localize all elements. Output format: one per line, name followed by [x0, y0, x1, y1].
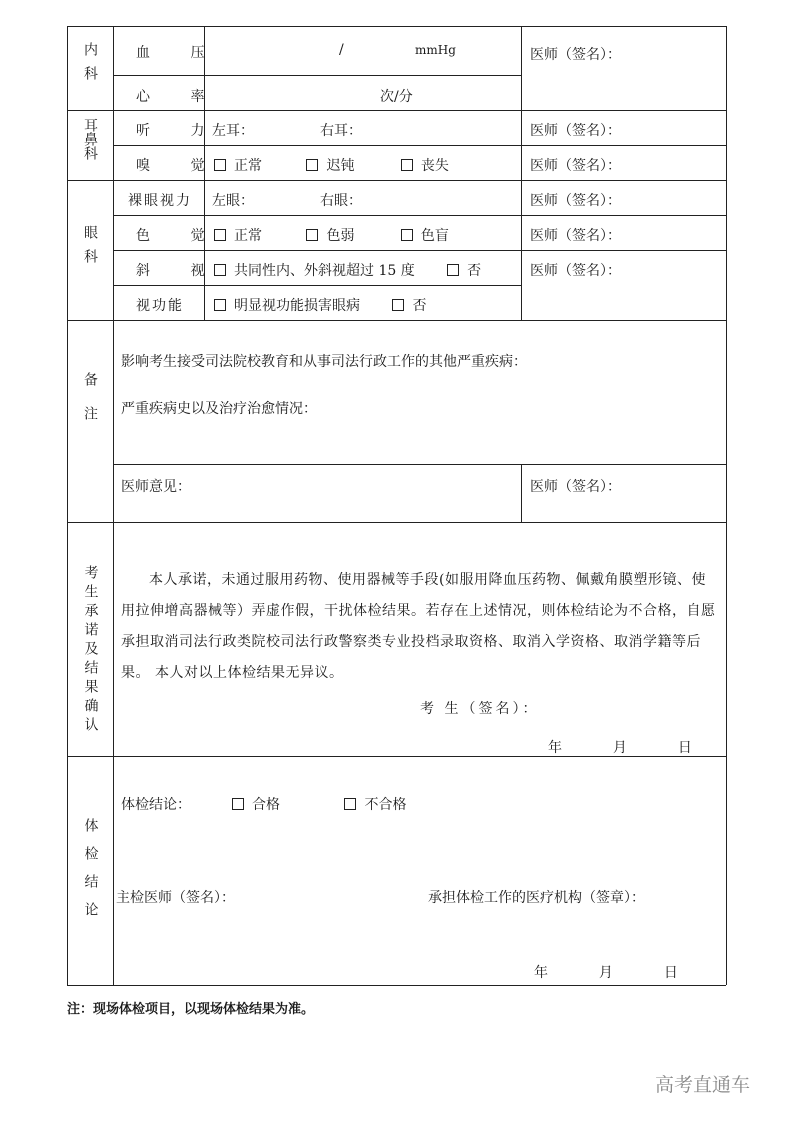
table-line — [113, 75, 521, 76]
pass-option[interactable] — [232, 794, 280, 814]
doctor-sign-hearing[interactable]: 医师（签名）： — [530, 123, 621, 139]
hearing-label: 听 力 — [136, 123, 223, 139]
table-line — [67, 522, 726, 523]
checkbox-icon[interactable] — [214, 264, 226, 276]
left-eye[interactable]: 左眼： — [212, 193, 254, 209]
footnote: 注：现场体检项目，以现场体检结果为准。 — [67, 1002, 315, 1017]
conclusion-options — [232, 794, 438, 814]
remarks-other-diseases[interactable]: 影响考生接受司法院校教育和从事司法行政工作的其他严重疾病： — [121, 354, 527, 370]
section-yanke — [67, 225, 113, 273]
section-label: 内科 — [82, 42, 98, 90]
smell-label: 嗅 觉 — [136, 158, 223, 174]
checkbox-icon[interactable] — [214, 159, 226, 171]
checkbox-icon[interactable] — [214, 299, 226, 311]
right-ear[interactable]: 右耳： — [320, 123, 362, 139]
checkbox-icon[interactable] — [401, 229, 413, 241]
option-label: 丧失 — [420, 158, 449, 174]
option-label: 色盲 — [420, 228, 449, 244]
checkbox-icon[interactable] — [344, 798, 356, 810]
squint-label: 斜 视 — [136, 263, 223, 279]
checkbox-icon[interactable] — [392, 299, 404, 311]
section-conclusion — [67, 818, 113, 930]
section-erbike — [67, 118, 113, 160]
section-label: 体检结论 — [82, 818, 99, 930]
section-label: 眼科 — [82, 225, 98, 273]
function-options — [214, 295, 458, 315]
table-border-right — [726, 26, 727, 985]
color-normal-option[interactable] — [214, 225, 262, 245]
table-border-bottom — [67, 985, 726, 986]
hr-unit[interactable]: 次/分 — [380, 89, 413, 105]
smell-dull-option[interactable] — [306, 155, 354, 175]
doctor-sign-squint[interactable]: 医师（签名）： — [530, 263, 621, 279]
vision-label: 裸眼视力 — [128, 193, 192, 209]
section-neike — [67, 42, 113, 90]
bp-unit[interactable]: mmHg — [415, 43, 456, 57]
squint-yes-option[interactable] — [214, 260, 415, 280]
table-line — [113, 26, 114, 985]
section-label: 备注 — [82, 372, 98, 440]
color-options — [214, 225, 481, 245]
table-border-top — [67, 26, 726, 27]
fail-option[interactable] — [344, 794, 406, 814]
table-line — [67, 110, 726, 111]
checkbox-icon[interactable] — [401, 159, 413, 171]
table-line — [521, 464, 522, 522]
option-label: 色弱 — [326, 228, 355, 244]
checkbox-icon[interactable] — [214, 229, 226, 241]
doctor-sign-neike[interactable]: 医师（签名）： — [530, 47, 621, 63]
option-label: 否 — [412, 298, 427, 314]
table-line — [67, 320, 726, 321]
function-yes-option[interactable] — [214, 295, 360, 315]
table-line — [113, 285, 521, 286]
option-label: 正常 — [234, 228, 262, 244]
candidate-sign[interactable]: 考 生（签名）： — [420, 701, 540, 717]
checkbox-icon[interactable] — [447, 264, 459, 276]
doctor-opinion[interactable]: 医师意见： — [121, 479, 191, 495]
function-label: 视功能 — [136, 298, 184, 314]
doctor-sign-vision[interactable]: 医师（签名）： — [530, 193, 621, 209]
right-eye[interactable]: 右眼： — [320, 193, 362, 209]
table-line — [67, 180, 726, 181]
option-label: 迟钝 — [326, 158, 355, 174]
section-beizhu — [67, 372, 113, 440]
doctor-sign-remarks[interactable]: 医师（签名）： — [530, 479, 621, 495]
option-label: 不合格 — [364, 797, 407, 813]
commitment-date[interactable] — [548, 737, 692, 757]
bp-slash: / — [339, 42, 344, 58]
section-label: 考生承诺及结果确认 — [82, 565, 99, 736]
squint-no-option[interactable] — [447, 260, 481, 280]
conclusion-date[interactable] — [534, 962, 678, 982]
checkbox-icon[interactable] — [232, 798, 244, 810]
doctor-sign-smell[interactable]: 医师（签名）： — [530, 158, 621, 174]
table-line — [521, 26, 522, 320]
commitment-text: 本人承诺，未通过服用药物、使用器械等手段(如服用降血压药物、佩戴角膜塑形镜、使用拉伸增高器械等）弄虚作假，干扰体检结果。若存在上述情况，则体检结论为不合格，自愿承担取消司法行政类院校司法行政警察类专业投档录取资格、取消入学资格、取消学籍等后果。 本人对以上体检结果无异议。 — [121, 572, 716, 681]
option-label: 明显视功能损害眼病 — [234, 298, 360, 314]
remarks-disease-history[interactable]: 严重疾病史以及治疗治愈情况： — [121, 401, 317, 417]
institution-seal[interactable]: 承担体检工作的医疗机构（签章）： — [428, 890, 645, 906]
date-year: 年 — [548, 740, 562, 756]
smell-lost-option[interactable] — [401, 155, 449, 175]
hr-label: 心 率 — [136, 89, 223, 105]
date-day: 日 — [663, 965, 678, 981]
color-blind-option[interactable] — [401, 225, 449, 245]
option-label: 共同性内、外斜视超过 15 度 — [234, 263, 415, 279]
color-label: 色 觉 — [136, 228, 223, 244]
date-month: 月 — [598, 965, 613, 981]
bp-label: 血 压 — [136, 45, 223, 61]
smell-normal-option[interactable] — [214, 155, 262, 175]
color-weak-option[interactable] — [306, 225, 354, 245]
smell-options — [214, 155, 481, 175]
option-label: 正常 — [234, 158, 262, 174]
watermark: 高考直通车 — [655, 1074, 751, 1096]
section-label: 耳鼻科 — [82, 118, 98, 160]
chief-doctor-sign[interactable]: 主检医师（签名）： — [116, 890, 235, 906]
squint-options — [214, 260, 513, 280]
doctor-sign-color[interactable]: 医师（签名）： — [530, 228, 621, 244]
function-no-option[interactable] — [392, 295, 426, 315]
checkbox-icon[interactable] — [306, 229, 318, 241]
option-label: 合格 — [252, 797, 280, 813]
checkbox-icon[interactable] — [306, 159, 318, 171]
section-commitment — [67, 565, 113, 736]
conclusion-label: 体检结论： — [121, 797, 191, 813]
date-year: 年 — [534, 965, 548, 981]
date-month: 月 — [612, 740, 627, 756]
option-label: 否 — [467, 263, 482, 279]
left-ear[interactable]: 左耳： — [212, 123, 254, 139]
table-line — [113, 464, 726, 465]
date-day: 日 — [677, 740, 692, 756]
